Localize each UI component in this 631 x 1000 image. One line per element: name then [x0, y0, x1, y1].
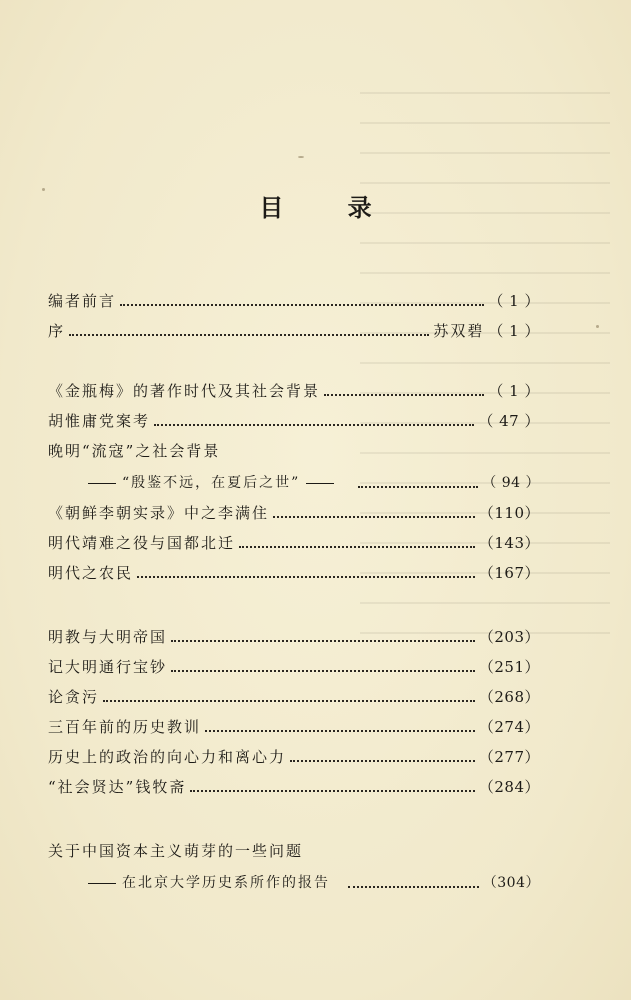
toc-entry-page: （268）: [478, 688, 540, 706]
dot-leader: [171, 640, 475, 642]
em-dash: [306, 483, 334, 484]
em-dash: [88, 883, 116, 884]
toc-entry-page: （ 47 ）: [478, 412, 540, 430]
toc-entry-hu-weiyong: [48, 408, 540, 432]
toc-entry-late-ming-bandits: 晚明“流寇”之社会背景: [48, 442, 221, 460]
em-dash: [88, 483, 116, 484]
dot-leader: [69, 334, 429, 336]
toc-entry-label: 明代靖难之役与国都北迁: [48, 534, 236, 552]
dot-leader: [239, 546, 475, 548]
toc-entry-qian-muzhai: [48, 774, 540, 798]
dot-leader: [137, 576, 475, 578]
toc-entry-label: 序: [48, 322, 66, 340]
toc-entry-page: （284）: [478, 778, 540, 796]
toc-entry-jinpingmei: [48, 378, 540, 402]
dot-leader: [290, 760, 475, 762]
toc-entry-label: 胡惟庸党案考: [48, 412, 151, 430]
toc-entry-page: （110）: [478, 504, 540, 522]
toc-entry-subtitle: 在北京大学历史系所作的报告: [122, 875, 330, 891]
toc-entry-centripetal: [48, 744, 540, 768]
toc-entry-li-manzhu: [48, 500, 540, 524]
toc-entry-page: （203）: [478, 628, 540, 646]
dot-leader: [273, 516, 475, 518]
toc-entry-ming-peasants: [48, 560, 540, 584]
dot-leader: [324, 394, 484, 396]
toc-entry-author: 苏双碧: [433, 322, 485, 340]
toc-entry-label: 编者前言: [48, 292, 117, 310]
toc-entry-page: （304）: [482, 875, 540, 891]
toc-entry-corruption: [48, 684, 540, 708]
toc-entry-label: 记大明通行宝钞: [48, 658, 168, 676]
toc-entry-page: （143）: [478, 534, 540, 552]
dot-leader: [205, 730, 475, 732]
dot-leader: [190, 790, 475, 792]
toc-entry-page: （ 94 ）: [482, 475, 540, 491]
paper-speck: [298, 156, 304, 158]
toc-entry-label: “社会贤达”钱牧斋: [48, 778, 187, 796]
toc-entry-page: （167）: [478, 564, 540, 582]
page-title: 目 录: [259, 194, 400, 222]
toc-entry-label: 明教与大明帝国: [48, 628, 168, 646]
toc-entry-subtitle: “殷鉴不远，在夏后之世”: [122, 475, 301, 491]
toc-entry-label: [82, 872, 330, 894]
toc-entry-page: （ 1 ）: [488, 292, 540, 310]
dot-leader: [120, 304, 484, 306]
toc-entry-preface: [48, 318, 540, 342]
toc-entry-mingjiao: [48, 624, 540, 648]
toc-entry-label: 三百年前的历史教训: [48, 718, 202, 736]
toc-entry-page: （ 1 ）: [488, 382, 540, 400]
toc-entry-late-ming-subtitle: [82, 470, 540, 494]
dot-leader: [348, 886, 479, 888]
paper-speck: [42, 188, 45, 191]
toc-entry-page: （251）: [478, 658, 540, 676]
toc-entry-capitalism-subtitle: [82, 870, 540, 894]
dot-leader: [154, 424, 474, 426]
toc-entry-label: 历史上的政治的向心力和离心力: [48, 748, 287, 766]
toc-entry-label: [82, 472, 340, 494]
toc-entry-page: （274）: [478, 718, 540, 736]
dot-leader: [103, 700, 475, 702]
toc-entry-label: 论贪污: [48, 688, 100, 706]
toc-entry-history-lesson: [48, 714, 540, 738]
toc-entry-editor-preface: [48, 288, 540, 312]
paper-speck: [596, 325, 599, 328]
toc-entry-jingnan: [48, 530, 540, 554]
toc-entry-label: 《朝鲜李朝实录》中之李满住: [48, 504, 270, 522]
toc-entry-label: 明代之农民: [48, 564, 134, 582]
toc-entry-page: （ 1 ）: [488, 322, 540, 340]
dot-leader: [171, 670, 475, 672]
toc-entry-capitalism-sprouts: 关于中国资本主义萌芽的一些问题: [48, 842, 304, 860]
toc-entry-page: （277）: [478, 748, 540, 766]
toc-entry-label: 《金瓶梅》的著作时代及其社会背景: [48, 382, 321, 400]
toc-entry-baochao: [48, 654, 540, 678]
dot-leader: [358, 486, 478, 488]
